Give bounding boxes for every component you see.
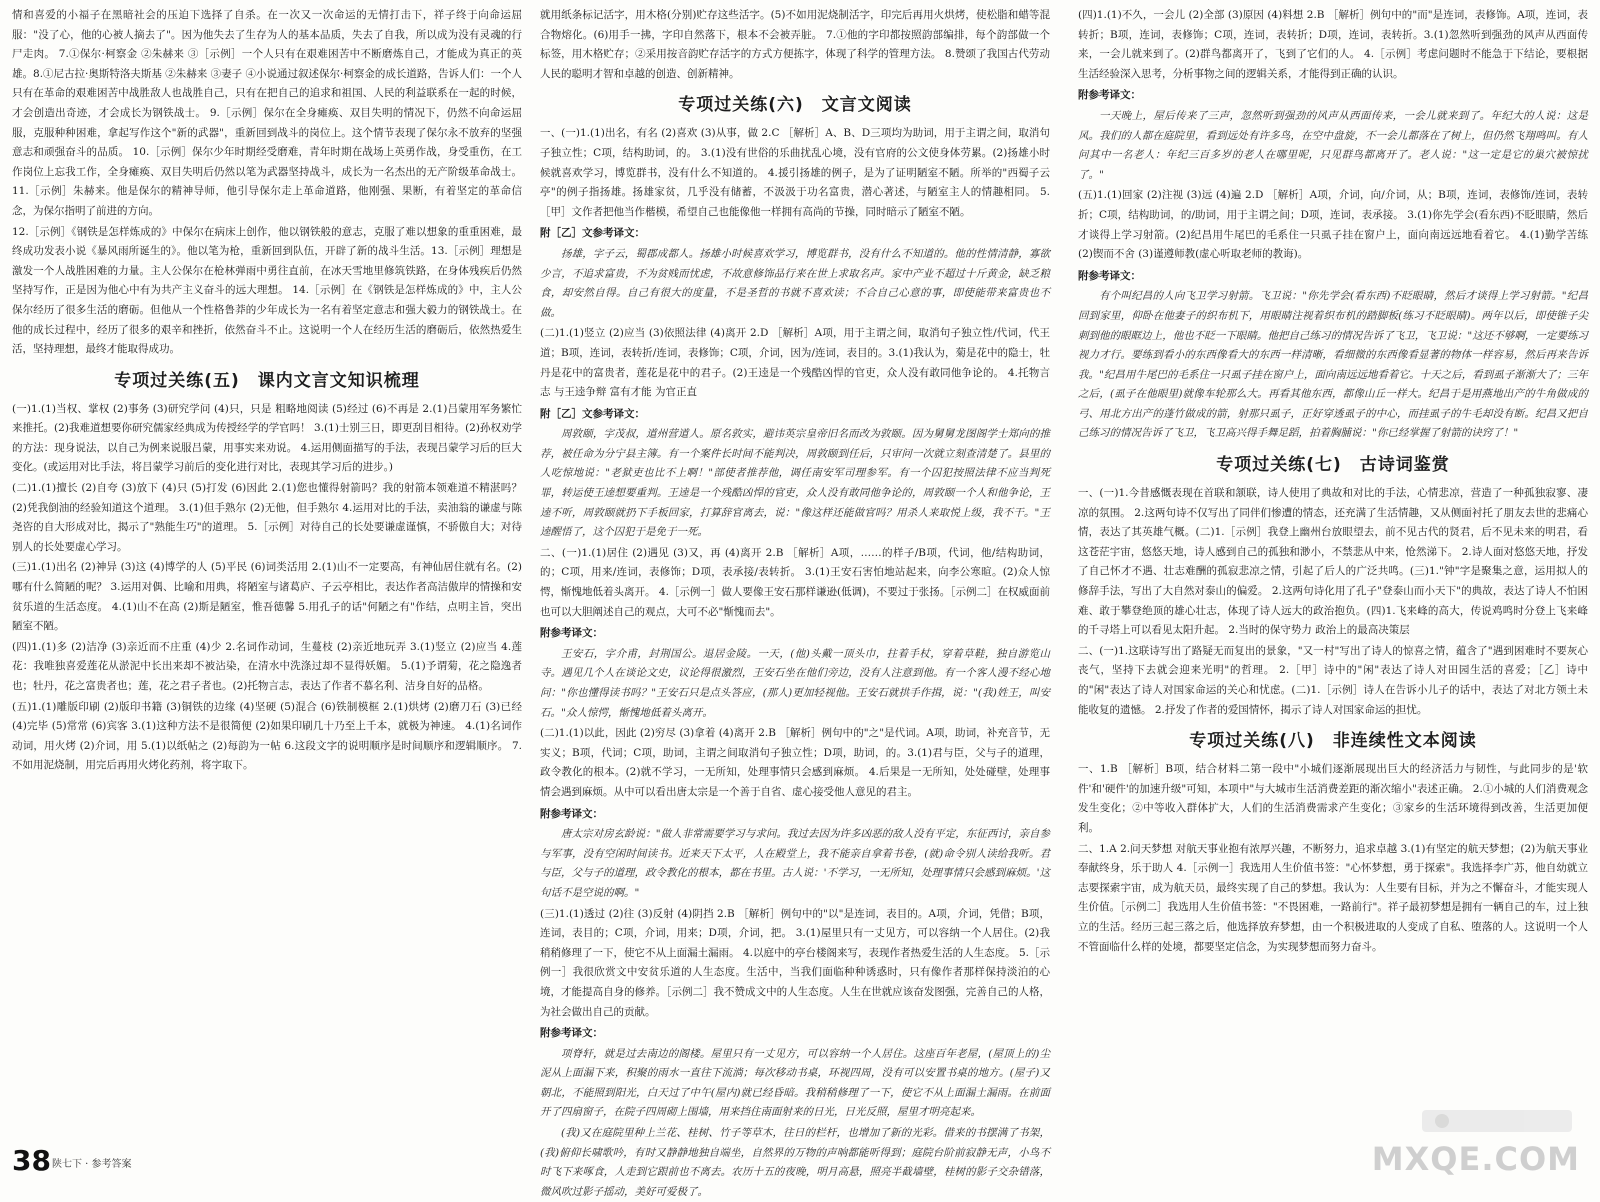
translation-text: 扬雄，字子云，蜀郡成都人。扬雄小时候喜欢学习，博览群书，没有什么不知道的。他的性情清静，寡欲少言，不追求富贵，不为贫贱而忧虑，不故意修饰品行来在世上求取名声。家中产业不超过十斤黄金，缺乏粮食，却安然自得。自己有很大的度量，不是圣哲的书就不喜欢读；不合自己心意的事，即使能带来富贵也不做。 [540, 247, 1050, 319]
translation-heading: 附参考译文： [540, 627, 603, 640]
paragraph: (二)1.(1)以此，因此 (2)穷尽 (3)拿着 (4)离开 2.B ［解析］例句中的"之"是代词。A项，助词，补充音节，无实义；B项，代词；C项，助词，主谓之间取消句子独立性；D项，助词，的。3.(1)君与臣，父与子的道理，政令教化的根本。(2)就不学习，一无所知，处理事情只会感到麻烦。 4.后果是一无所知，处处碰壁，处理事情会遇到麻烦。从中可以看出唐太宗是一个善于自省、虚心接受他人意见的君主。 [540, 727, 1050, 798]
footer-label: 陕七下 · 参考答案 [52, 1159, 132, 1170]
section-title-7: 专项过关练(七) 古诗词鉴赏 [1216, 455, 1450, 476]
translation-heading: 附参考译文： [540, 807, 603, 820]
paragraph: (二)1.(1)竖立 (2)应当 (3)依照法律 (4)离开 2.D ［解析］A项，用于主谓之间，取消句子独立性/代词，代王道；B项，连词，表转折/连词，表修饰；C项，介词，因为/连词，表目的。3.(1)我认为，菊是花中的隐士，牡丹是花中的富贵者，莲花是花中的君子。(2)王逵是一个残酷凶悍的官吏，众人没有敢同他争论的。 4.托物言志 与王逵争辩 富有才能 为官正直 [540, 327, 1050, 399]
paragraph: (四)1.(1)多 (2)洁净 (3)亲近而不庄重 (4)少 2.名词作动词，生蔓枝 (2)亲近地玩弄 3.(1)竖立 (2)应当 4.莲花：我唯独喜爱莲花从淤泥中长出来却不被沾染，在清水中洗涤过却不显得妖媚。 5.(1)予谓菊，花之隐逸者也；牡丹，花之富贵者也；莲，花之君子者也。(2)托物言志，表达了作者不慕名利、洁身自好的品格。 [12, 640, 522, 692]
column-middle [540, 6, 1050, 1198]
paragraph: (一)1.(1)当权、掌权 (2)事务 (3)研究学问 (4)只，只是 粗略地阅读 (5)经过 (6)不再是 2.(1)吕蒙用军务繁忙来推托。(2)我难道想要你研究儒家经典成为传授经学的学官吗！ 3.(1)士别三日，即更刮目相待。(2)孙权劝学的方法：现身说法，以自己为例来说服吕蒙，用事实来劝说。 4.运用侧面描写的手法，表现吕蒙学习后的巨大变化。(或运用对比手法，将吕蒙学习前后的变化进行对比，表现其学习后的进步。) [12, 402, 522, 474]
paragraph: (四)1.(1)不久，一会儿 (2)全部 (3)原因 (4)料想 2.B ［解析］例句中的"而"是连词，表修饰。A项，连词，表转折；B项，连词，表修饰；C项，连词，表转折；D项，连词，表转折。3.(1)忽然听到强劲的风声从西面传来，一会儿就来到了。(2)群鸟都离开了，飞到了它们的人。 4.［示例］考虑问题时不能急于下结论，要根据生活经验深入思考，分析事物之间的逻辑关系，才能得到正确的认识。 [1078, 9, 1588, 80]
section-title-6: 专项过关练(六) 文言文阅读 [678, 95, 912, 116]
paragraph: 一、1.B ［解析］B项，结合材料二第一段中"小城们逐渐展现出巨大的经济活力与韧性，与此同步的是'软件'和'硬件'的加速升级"可知，本项中"与大城市生活消费差距的渐次缩小"表述正确。 2.①小城的人们消费观念发生变化；②中等收入群体扩大，人们的生活消费需求产生变化；③家乡的生活环境得到改善，生活更加便利。 [1078, 763, 1588, 834]
paragraph: 二、(一)1.这联诗写出了路疑无而复出的景象，"又一村"写出了诗人的惊喜之情，蕴含了"遇到困难时不要灰心丧气，坚持下去就会迎来光明"的哲理。 2.［甲］诗中的"闲"表达了诗人对田园生活的喜爱；［乙］诗中的"闲"表达了诗人对国家命运的关心和忧虑。(二)1.［示例］诗人在告诉小儿子的话中，表达了对北方领土未能收复的遗憾。 2.抒发了作者的爱国情怀，揭示了诗人对国家命运的担忧。 [1078, 644, 1588, 716]
paragraph: 二、1.A 2.问天梦想 对航天事业抱有浓厚兴趣，不断努力，追求卓越 3.(1)有坚定的航天梦想；(2)为航天事业奉献终身，乐于助人 4.［示例一］我选用人生价值书签："心怀梦想，勇于探索"。我选择李广苏，他自幼就立志要探索宇宙，成为航天员，最终实现了自己的梦想。我认为：人生要有目标，并为之不懈奋斗，才能实现人生价值。［示例二］我选用人生价值书签："不畏困难，一路前行"。祥子最初梦想是拥有一辆自己的车，过上独立的生活。经历三起三落之后，他选择放弃梦想，由一个积极进取的人变成了自私、堕落的人。这说明一个人不管面临什么样的处境，都要坚定信念，为实现梦想而努力奋斗。 [1078, 842, 1588, 953]
paragraph: 二、(一)1.(1)居住 (2)遇见 (3)又，再 (4)离开 2.B ［解析］A项，……的样子/B项，代词，他/结构助词，的；C项，用来/连词，表修饰；D项，表承接/表转折。 3.(1)王安石害怕地站起来，向李公寒暄。(2)众人惊愕，惭愧地低着头离开。 4.［示例一］做人要像王安石那样谦逊(低调)，不要过于张扬。［示例二］在权威面前也可以大胆阐述自己的观点，大可不必"惭愧而去"。 [540, 546, 1050, 618]
page-number: 38 [12, 1144, 51, 1177]
column-left [12, 6, 522, 1146]
paragraph: 一、(一)1.今昔感慨表现在首联和颔联，诗人使用了典故和对比的手法，心情悲凉，营造了一种孤独寂寥、凄凉的氛围。 2.这两句诗不仅写出了同伴们惨遭的情态，还充满了生活情趣，又从侧面衬托了朋友去世的悲痛心情，表达了其英雄气概。(二)1.［示例］我登上幽州台放眼望去，前不见古代的贤君，后不见未来的明君，看这苍茫宇宙，悠悠天地，诗人感到自己的孤独和渺小，不禁悲从中来，怆然涕下。 2.诗人面对悠悠天地，抒发了自己怀才不遇、壮志难酬的孤寂悲凉之情，引起了后人的广泛共鸣。(三)1."钟"字是聚集之意，运用拟人的修辞手法，写出了大自然对泰山的偏爱。 2.这两句诗化用了孔子"登泰山而小天下"的典故，表达了诗人不怕困难、敢于攀登绝顶的雄心壮志，体现了诗人远大的政治抱负。(四)1.飞来峰的高大，传说鸡鸣时分登上飞来峰的千寻塔上可以看见太阳升起。 2.当时的保守势力 政治上的最高决策层 [1078, 487, 1588, 637]
paragraph: (五)1.(1)雕版印刷 (2)版印书籍 (3)铜铁的边缘 (4)坚硬 (5)混合 (6)铁制模框 2.(1)烘烤 (2)磨刀石 (3)已经 (4)完毕 (5)常常 (6)宾客 3.(1)这种方法不是很简便 (2)如果印刷几十乃至上千本，就极为神速。 4.(1)名词作动词，用火烤 (2)介词，用 5.(1)以纸帖之 (2)每韵为一帖 6.这段文字的说明顺序是时间顺序和逻辑顺序。 7.不如用泥烧制，用完后再用火烤化药剂，将字取下。 [12, 700, 522, 772]
section-title-5: 专项过关练(五) 课内文言文知识梳理 [114, 370, 420, 391]
translation-heading: 附参考译文： [540, 1027, 603, 1040]
translation-text: 项脊轩，就是过去南边的阁楼。屋里只有一丈见方，可以容纳一个人居住。这座百年老屋，(屋顶上的)尘泥从上面漏下来，积聚的雨水一直往下流淌；每次移动书桌，环视四周，没有可以安置书桌的地方。(屋子)又朝北，不能照到阳光，白天过了中午(屋内)就已经昏暗。我稍稍修理了一下，使它不从上面漏土漏雨。在前面开了四扇窗子，在院子四周砌上围墙，用来挡住南面射来的日光，日光反照，屋里才明亮起来。 [540, 1047, 1050, 1119]
translation-heading: 附［乙］文参考译文： [540, 227, 645, 240]
paragraph: (二)1.(1)擅长 (2)自夸 (3)放下 (4)只 (5)打发 (6)因此 2.(1)您也懂得射箭吗？我的射箭本领难道不精湛吗？(2)凭我倒油的经验知道这个道理。 3.(1)但手熟尔 (2)无他，但手熟尔 4.运用对比的手法，卖油翁的谦虚与陈尧咨的自大形成对比，揭示了"熟能生巧"的道理。 5.［示例］对待自己的长处要谦虚谨慎，不骄傲自大；对待别人的长处要虚心学习。 [12, 482, 522, 553]
section-title-8: 专项过关练(八) 非连续性文本阅读 [1189, 731, 1477, 752]
translation-text: 周敦颐，字茂叔，道州营道人。原名敦实，避讳英宗皇帝旧名而改为敦颐。因为舅舅龙图阁学士郑向的推荐，被任命为分宁县主簿。有一个案件长时间不能判决，周敦颐到任后，只审问一次就立刻查清楚了。县里的人吃惊地说："老狱吏也比不上啊！"部使者推荐他，调任南安军司理参军。有一个囚犯按照法律不应当判死罪，转运使王逵想要重判。王逵是一个残酷凶悍的官吏，众人没有敢同他争论的，周敦颐一个人和他争论，王逵不听，周敦颐就扔下手板回家，打算辞官离去，说："像这样还能做官吗？用杀人来取悦上级，我不干。"王逵醒悟了，这个囚犯于是免于一死。 [540, 428, 1050, 539]
paragraph: 12.［示例］《钢铁是怎样炼成的》中保尔在病床上创作，他以钢铁般的意志，克服了难以想象的重重困难，最终成功发表小说《暴风雨所诞生的》。他以笔为枪，重新回到队伍，开辟了新的战斗生活。13.［示例］理想是激发一个人战胜困难的力量。主人公保尔在枪林弹雨中勇往直前，在冰天雪地里修筑铁路，在身体残疾后仍然坚持写作，正是因为他心中有为共产主义奋斗的远大理想。 14.［示例］在《钢铁是怎样炼成的》中，主人公保尔经历了很多生活的磨砺。但他从一个性格鲁莽的少年成长为一名有着坚定意志和强大毅力的钢铁战士。在他的成长过程中，经历了很多的艰辛和挫折，依然奋斗不止。这说明一个人在经历生活的磨砺后，依然热爱生活，坚持理想，最终才能取得成功。 [12, 225, 522, 356]
watermark-text: MXQE.COM [1371, 1140, 1580, 1178]
paragraph: (五)1.(1)回家 (2)注视 (3)远 (4)遍 2.D ［解析］A项，介词，向/介词，从；B项，连词，表修饰/连词，表转折；C项，结构助词，的/助词，用于主谓之间；D项，连词，表承接。 3.(1)你先学会(看东西)不眨眼睛，然后才谈得上学习射箭。(2)纪昌用牛尾巴的毛系住一只虱子挂在窗户上，面向南远远地看着它。 4.(1)勤学苦练 (2)锲而不舍 (3)谨遵师教(虚心听取老师的教诲)。 [1078, 189, 1588, 261]
translation-text: 有个叫纪昌的人向飞卫学习射箭。飞卫说："你先学会(看东西)不眨眼睛，然后才谈得上学习射箭。"纪昌回到家里，仰卧在他妻子的织布机下，用眼睛注视着织布机的踏脚板(练习不眨眼睛)。两年以后，即使锥子尖刺到他的眼眶边上，他也不眨一下眼睛。他把自己练习的情况告诉了飞卫，飞卫说："这还不够啊，一定要练习视力才行。要练到看小的东西像看大的东西一样清晰，看细微的东西像看显著的物体一样容易，然后再来告诉我。"纪昌用牛尾巴的毛系住一只虱子挂在窗户上，面向南远远地看着它。十天之后，看到虱子渐渐大了；三年之后，(虱子在他眼里)就像车轮那么大。再看其他东西，都像山丘一样大。纪昌于是用燕地出产的牛角做成的弓、用北方出产的蓬竹做成的箭，射那只虱子，正好穿透虱子的中心，而挂虱子的牛毛却没有断。纪昌又把自己练习的情况告诉了飞卫，飞卫高兴得手舞足蹈，拍着胸脯说："你已经掌握了射箭的诀窍了！" [1078, 290, 1588, 440]
translation-heading: 附［乙］文参考译文： [540, 407, 645, 420]
paragraph: (三)1.(1)透过 (2)往 (3)反射 (4)阴挡 2.B ［解析］例句中的"以"是连词，表目的。A项，介词，凭借；B项，连词，表目的；C项，介词，用来；D项，介词，把。 3.(1)屋里只有一丈见方，可以容纳一个人居住。(2)我稍稍修理了一下，使它不从上面漏土漏雨。 4.以庭中的亭台楼阁来写，表现作者热爱生活的人生态度。 5.［示例一］我很欣赏文中安贫乐道的人生态度。生活中，当我们面临种种诱惑时，只有像作者那样保持淡泊的心境，才能提高自身的修养。［示例二］我不赞成文中的人生态度。人生在世就应该奋发图强，完善自己的人格，为社会做出自己的贡献。 [540, 907, 1050, 1018]
translation-heading: 附参考译文： [1078, 89, 1141, 102]
column-right [1078, 6, 1588, 1146]
translation-text: (我)又在庭院里种上兰花、桂树、竹子等草木，往日的栏杆，也增加了新的光彩。借来的书摆满了书架，(我)俯仰长啸歌吟，有时又静静地独自端坐，自然界的万物的声响都能听得到；庭院台阶前寂静无声，小鸟不时飞下来啄食，人走到它跟前也不离去。农历十五的夜晚，明月高悬，照亮半截墙壁，桂树的影子交杂错落，微风吹过影子摇动，美好可爱极了。 [540, 1127, 1050, 1198]
paragraph: (三)1.(1)出名 (2)神异 (3)这 (4)博学的人 (5)平民 (6)词类活用 2.(1)山不一定要高，有神仙居住就有名。(2)哪有什么简陋的呢？ 3.运用对偶、比喻和用典，将陋室与诸葛庐、子云亭相比，表达作者高洁傲岸的情操和安贫乐道的生活态度。 4.(1)山不在高 (2)斯是陋室，惟吾德馨 5.用孔子的话"何陋之有"作结，点明主旨，突出陋室不陋。 [12, 561, 522, 633]
paragraph: 情和喜爱的小福子在黑暗社会的压迫下选择了自杀。在一次又一次命运的无情打击下，祥子终于向命运屈服："没了心，他的心被人摘去了"。因为他失去了生存为人的基本品质，失去了自我，所以成为没有灵魂的行尸走肉。 7.①保尔·柯察金 ②朱赫来 ③［示例］一个人只有在艰难困苦中不断磨炼自己，才能成为真正的英雄。8.①尼古拉·奥斯特洛夫斯基 ②朱赫来 ③妻子 ④小说通过叙述保尔·柯察金的成长道路，告诉人们：一个人只有在革命的艰难困苦中战胜敌人也战胜自己，只有在把自己的追求和祖国、人民的利益联系在一起的时候，才会创造出奇迹，才会成长为钢铁战士。 9.［示例］保尔在全身瘫痪、双目失明的情况下，仍然不向命运屈服，克服种种困难，拿起写作这个"新的武器"，重新回到战斗的岗位上。这个情节表现了保尔永不放弃的坚强意志和顽强奋斗的品质。 10.［示例］保尔少年时期经受磨难，青年时期在战场上英勇作战，身受重伤，在工作岗位上忘我工作，全身瘫痪、双目失明后仍然以笔为武器坚持战斗，成长为一名杰出的无产阶级革命战士。 11.［示例］朱赫来。他是保尔的精神导师，他引导保尔走上革命道路，他刚强、果断，有着坚定的革命信念，为保尔指明了前进的方向。 [12, 9, 522, 217]
translation-text: 王安石，字介甫，封荆国公。退居金陵。一天，(他)头戴一顶头巾，拄着手杖，穿着草鞋，独自游览山寺。遇见几个人在谈论文史，议论得很激烈，王安石坐在他们旁边，没有人注意到他。有一个客人漫不经心地问："你也懂得读书吗？"王安石只是点头答应，(那人)更加轻视他。王安石就拱手作揖，说："(我)姓王，叫安石。"众人惊愕，惭愧地低着头离开。 [540, 647, 1050, 719]
translation-text: 一天晚上，屋后传来了三声，忽然听到强劲的风声从西面传来，一会儿就来到了。年纪大的人说：这是风。我们的人都在庭院里，看到远处有许多鸟，在空中盘旋，不一会儿都落在了树上，但仍然飞翔鸣叫。有人问其中一名老人：年纪三百多岁的老人在哪里呢，只见群鸟都离开了。老人说："这一定是它的巢穴被惊扰了。" [1078, 109, 1588, 181]
translation-heading: 附参考译文： [1078, 269, 1141, 282]
translation-text: 唐太宗对房玄龄说："做人非常需要学习与求问。我过去因为许多凶恶的敌人没有平定，东征西讨，亲自参与军事，没有空闲时间读书。近来天下太平，人在殿堂上，我不能亲自拿着书卷，(就)命令别人读给我听。君与臣，父与子的道理，政令教化的根本，都在书里。古人说：'不学习，一无所知，处理事情只会感到麻烦。'这句话不是空说的啊。" [540, 828, 1050, 899]
paragraph: 一、(一)1.(1)出名，有名 (2)喜欢 (3)从事，做 2.C ［解析］A、B、D三项均为助词，用于主谓之间，取消句子独立性；C项，结构助词，的。 3.(1)没有世俗的乐曲扰乱心境，没有官府的公文使身体劳累。(2)扬雄小时候就喜欢学习，博览群书，没有什么不知道的。 4.援引扬雄的例子，是为了证明陋室不陋。所举的"西蜀子云亭"的例子指扬雄。扬雄家贫，几乎没有储蓄，不汲汲于功名富贵，潜心著述，与陋室主人的情趣相同。 5.［甲］文作者把他当作楷模，希望自己也能像他一样拥有高尚的节操，同时暗示了陋室不陋。 [540, 127, 1050, 218]
paragraph: 就用纸条标记活字，用木格(分别)贮存这些活字。(5)不如用泥烧制活字，印完后再用火烘烤，使松脂和蜡等混合物熔化。(6)用手一拂，字印自然落下，根本不会被弄脏。 7.①他的字印都按照韵部编排，每个韵部做一个标签，用木格贮存；②采用按音韵贮存活字的方式方便拣字，体现了科学的管理方法。 8.赞颂了我国古代劳动人民的聪明才智和卓越的创造、创新精神。 [540, 9, 1050, 80]
